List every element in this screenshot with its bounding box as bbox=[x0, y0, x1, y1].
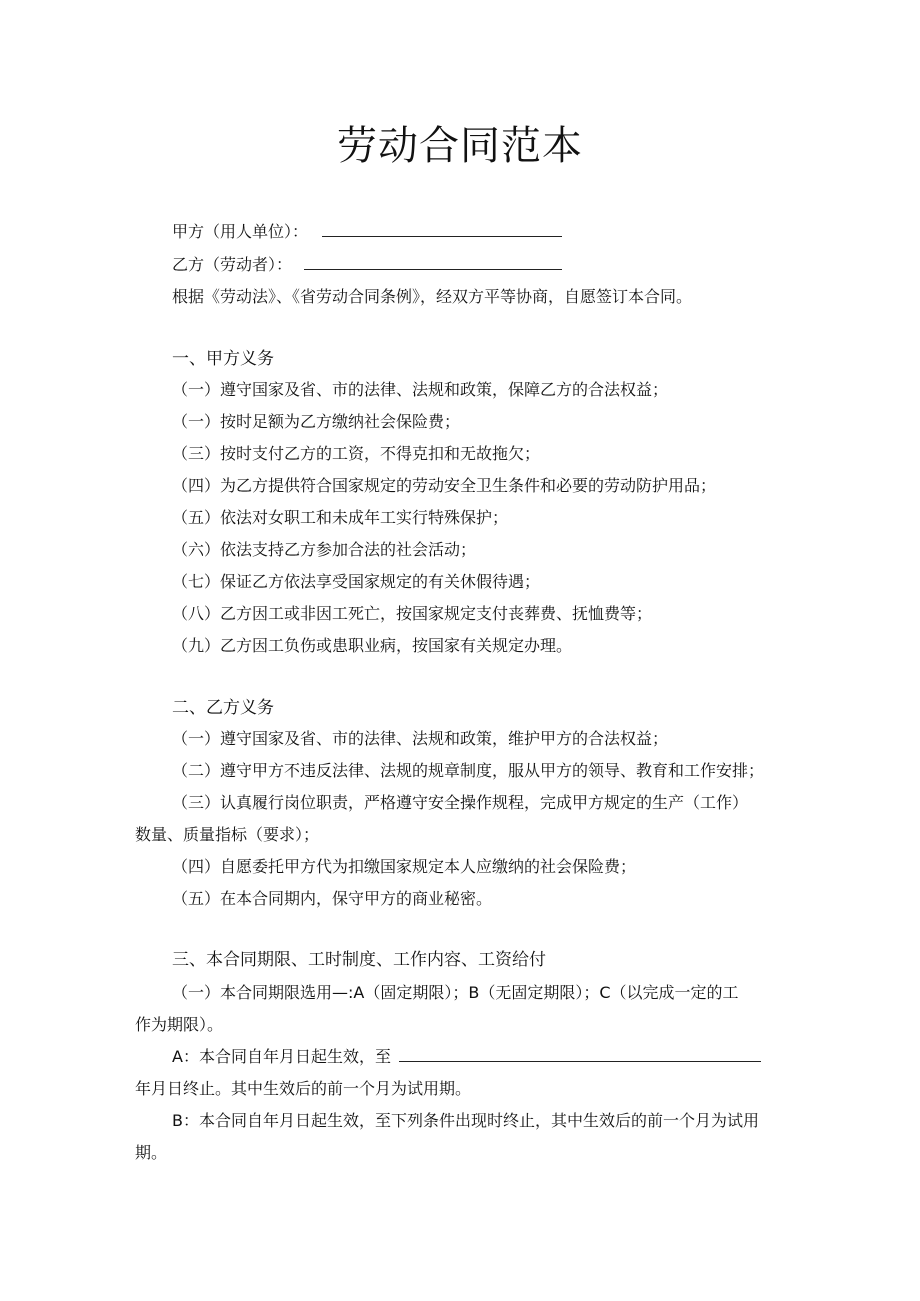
option-a-continuation: 年月日终止。其中生效后的前一个月为试用期。 bbox=[135, 1079, 472, 1098]
section1-item: （一）按时足额为乙方缴纳社会保险费； bbox=[172, 412, 461, 431]
section1-item: （九）乙方因工负伤或患职业病，按国家有关规定办理。 bbox=[172, 636, 573, 655]
option-b-continuation: 期。 bbox=[135, 1143, 168, 1162]
page-title: 劳动合同范本 bbox=[337, 123, 583, 169]
section3-term-options: （一）本合同期限选用—:A（固定期限）；B（无固定期限）；C（以完成一定的工 bbox=[172, 983, 739, 1002]
party-b-line bbox=[172, 254, 562, 276]
party-b-blank[interactable] bbox=[304, 255, 562, 270]
party-a-blank[interactable] bbox=[322, 222, 562, 237]
section1-item: （四）为乙方提供符合国家规定的劳动安全卫生条件和必要的劳动防护用品； bbox=[172, 476, 717, 495]
section1-item: （三）按时支付乙方的工资，不得克扣和无故拖欠； bbox=[172, 444, 541, 463]
section1-item: （一）遵守国家及省、市的法律、法规和政策，保障乙方的合法权益； bbox=[172, 380, 669, 399]
section3-term-options-continuation: 作为期限）。 bbox=[135, 1015, 224, 1034]
section2-heading: 二、乙方义务 bbox=[172, 698, 274, 718]
party-a-line bbox=[172, 221, 562, 243]
section1-item: （八）乙方因工或非因工死亡，按国家规定支付丧葬费、抚恤费等； bbox=[172, 604, 653, 623]
section2-item: （五）在本合同期内，保守甲方的商业秘密。 bbox=[172, 889, 493, 908]
party-b-label: 乙方（劳动者）： bbox=[172, 255, 293, 274]
section2-item: （一）遵守国家及省、市的法律、法规和政策，维护甲方的合法权益； bbox=[172, 729, 669, 748]
section3-heading: 三、本合同期限、工时制度、工作内容、工资给付 bbox=[172, 950, 546, 970]
party-a-label: 甲方（用人单位）： bbox=[172, 222, 309, 241]
preamble: 根据《劳动法》、《省劳动合同条例》，经双方平等协商，自愿签订本合同。 bbox=[172, 287, 693, 306]
section1-item: （六）依法支持乙方参加合法的社会活动； bbox=[172, 540, 477, 559]
section2-item: （三）认真履行岗位职责，严格遵守安全操作规程，完成甲方规定的生产（工作） bbox=[172, 793, 749, 812]
section1-heading: 一、甲方义务 bbox=[172, 349, 274, 369]
section2-item: （四）自愿委托甲方代为扣缴国家规定本人应缴纳的社会保险费； bbox=[172, 857, 637, 876]
section2-item-continuation: 数量、质量指标（要求）； bbox=[135, 825, 320, 844]
section2-item: （二）遵守甲方不违反法律、法规的规章制度，服从甲方的领导、教育和工作安排； bbox=[172, 761, 765, 780]
option-b-line: B：本合同自年月日起生效，至下列条件出现时终止，其中生效后的前一个月为试用 bbox=[172, 1111, 759, 1130]
option-a-line bbox=[172, 1046, 761, 1068]
section1-item: （五）依法对女职工和未成年工实行特殊保护； bbox=[172, 508, 509, 527]
section1-item: （七）保证乙方依法享受国家规定的有关休假待遇； bbox=[172, 572, 541, 591]
option-a-end-date-blank[interactable] bbox=[399, 1047, 761, 1062]
option-a-text: A：本合同自年月日起生效，至 bbox=[172, 1047, 391, 1066]
